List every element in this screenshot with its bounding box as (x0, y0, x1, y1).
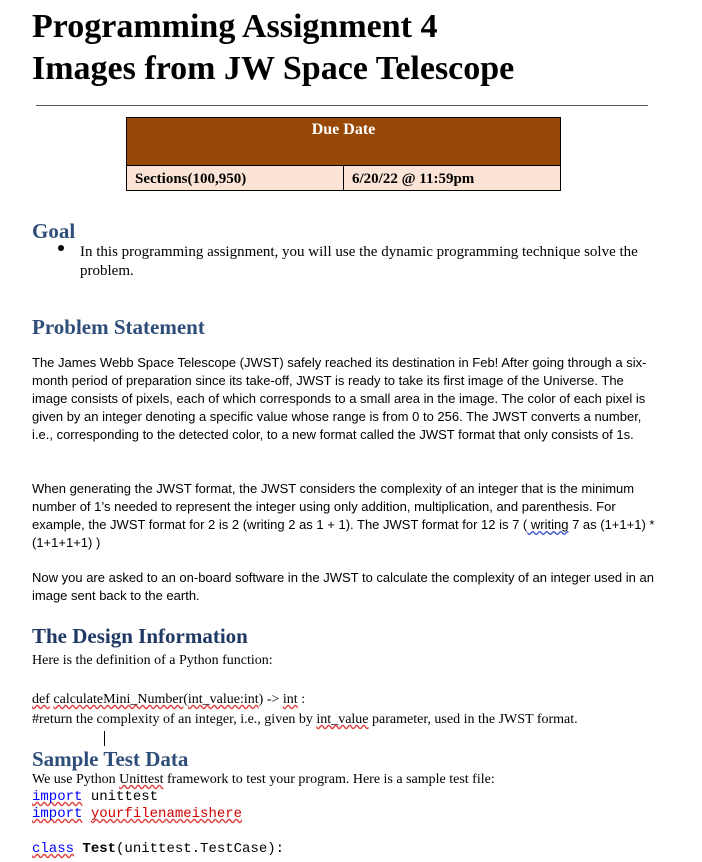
sample-test-heading: Sample Test Data (32, 747, 189, 771)
class-base: (unittest.TestCase): (116, 841, 285, 857)
design-heading: The Design Information (32, 624, 248, 648)
due-date-table (126, 117, 561, 191)
comment-param: int_value (316, 712, 369, 727)
goal-heading: Goal (32, 219, 76, 243)
signature-paren-open: ( (183, 692, 188, 707)
code-class-def (32, 840, 284, 858)
title-line-1: Programming Assignment 4 (32, 8, 438, 45)
code-import-2 (32, 805, 242, 823)
goal-bullet-text: In this programming assignment, you will use the dynamic programming technique solve the problem. (80, 244, 638, 279)
bullet-icon (58, 245, 64, 251)
signature-arrow: ) -> (258, 692, 283, 707)
spellcheck-unittest: Unittest (119, 772, 164, 787)
horizontal-rule (36, 105, 648, 106)
function-param: int_value:int (187, 692, 259, 707)
sample-intro (32, 770, 495, 789)
problem-paragraph-3: Now you are asked to an on-board software in the JWST to calculate the complexity of an integer used in an image sent back to the earth. (32, 570, 654, 603)
page-title (32, 6, 514, 90)
due-section-cell: Sections(100,950) (127, 166, 344, 191)
title-line-2: Images from JW Space Telescope (32, 50, 515, 87)
class-name: Test (82, 841, 117, 857)
spellcheck-writing: writing (527, 517, 569, 532)
problem-paragraph-2-start: When generating the JWST format, the JWST considers the complexity of an integer that is the minimum number of 1’s needed to represent the integer using only addition, multiplication, and parenthesis. For example, the JWST format for 2 is 2 (writing 2 as 1 + 1). The JWST format for 12 is 7 ( (32, 481, 635, 532)
function-signature (32, 690, 305, 709)
problem-paragraph-2-end: 7 as (1+1+1) * (1+1+1+1) ) (32, 517, 655, 550)
code-import-1 (32, 788, 158, 806)
import-module-filename: yourfilenameishere (90, 806, 243, 822)
class-keyword: class (32, 841, 75, 857)
import-keyword: import (32, 789, 83, 805)
import-keyword: import (32, 806, 83, 822)
comment-start: #return the complexity of an integer, i.e., given by (32, 712, 317, 727)
sample-intro-start: We use Python (32, 772, 120, 787)
function-comment (32, 710, 578, 729)
sample-intro-end: framework to test your program. Here is a sample test file: (163, 772, 495, 787)
return-type: int (282, 692, 298, 707)
def-keyword: def (32, 692, 50, 707)
signature-colon: : (297, 692, 306, 707)
text-cursor (104, 731, 105, 746)
problem-statement-heading: Problem Statement (32, 315, 205, 339)
due-date-heading: Due Date (127, 118, 561, 166)
comment-end: parameter, used in the JWST format. (368, 712, 578, 727)
design-intro: Here is the definition of a Python function: (32, 653, 273, 668)
problem-paragraph-1: The James Webb Space Telescope (JWST) safely reached its destination in Feb! After going through a six-month period of preparation since its take-off, JWST is ready to take its first image of the Universe. The image consists of pixels, each of which corresponds to a small area in the image. The color of each pixel is given by an integer denoting a specific value whose range is from 0 to 256. The JWST converts a number, i.e., corresponding to the detected color, to a new format called the JWST format that only consists of 1s. (32, 355, 647, 442)
due-date-cell: 6/20/22 @ 11:59pm (344, 166, 561, 191)
import-module-unittest: unittest (82, 789, 159, 805)
problem-paragraph-2 (32, 480, 662, 552)
function-name: calculateMini_Number (53, 692, 184, 707)
